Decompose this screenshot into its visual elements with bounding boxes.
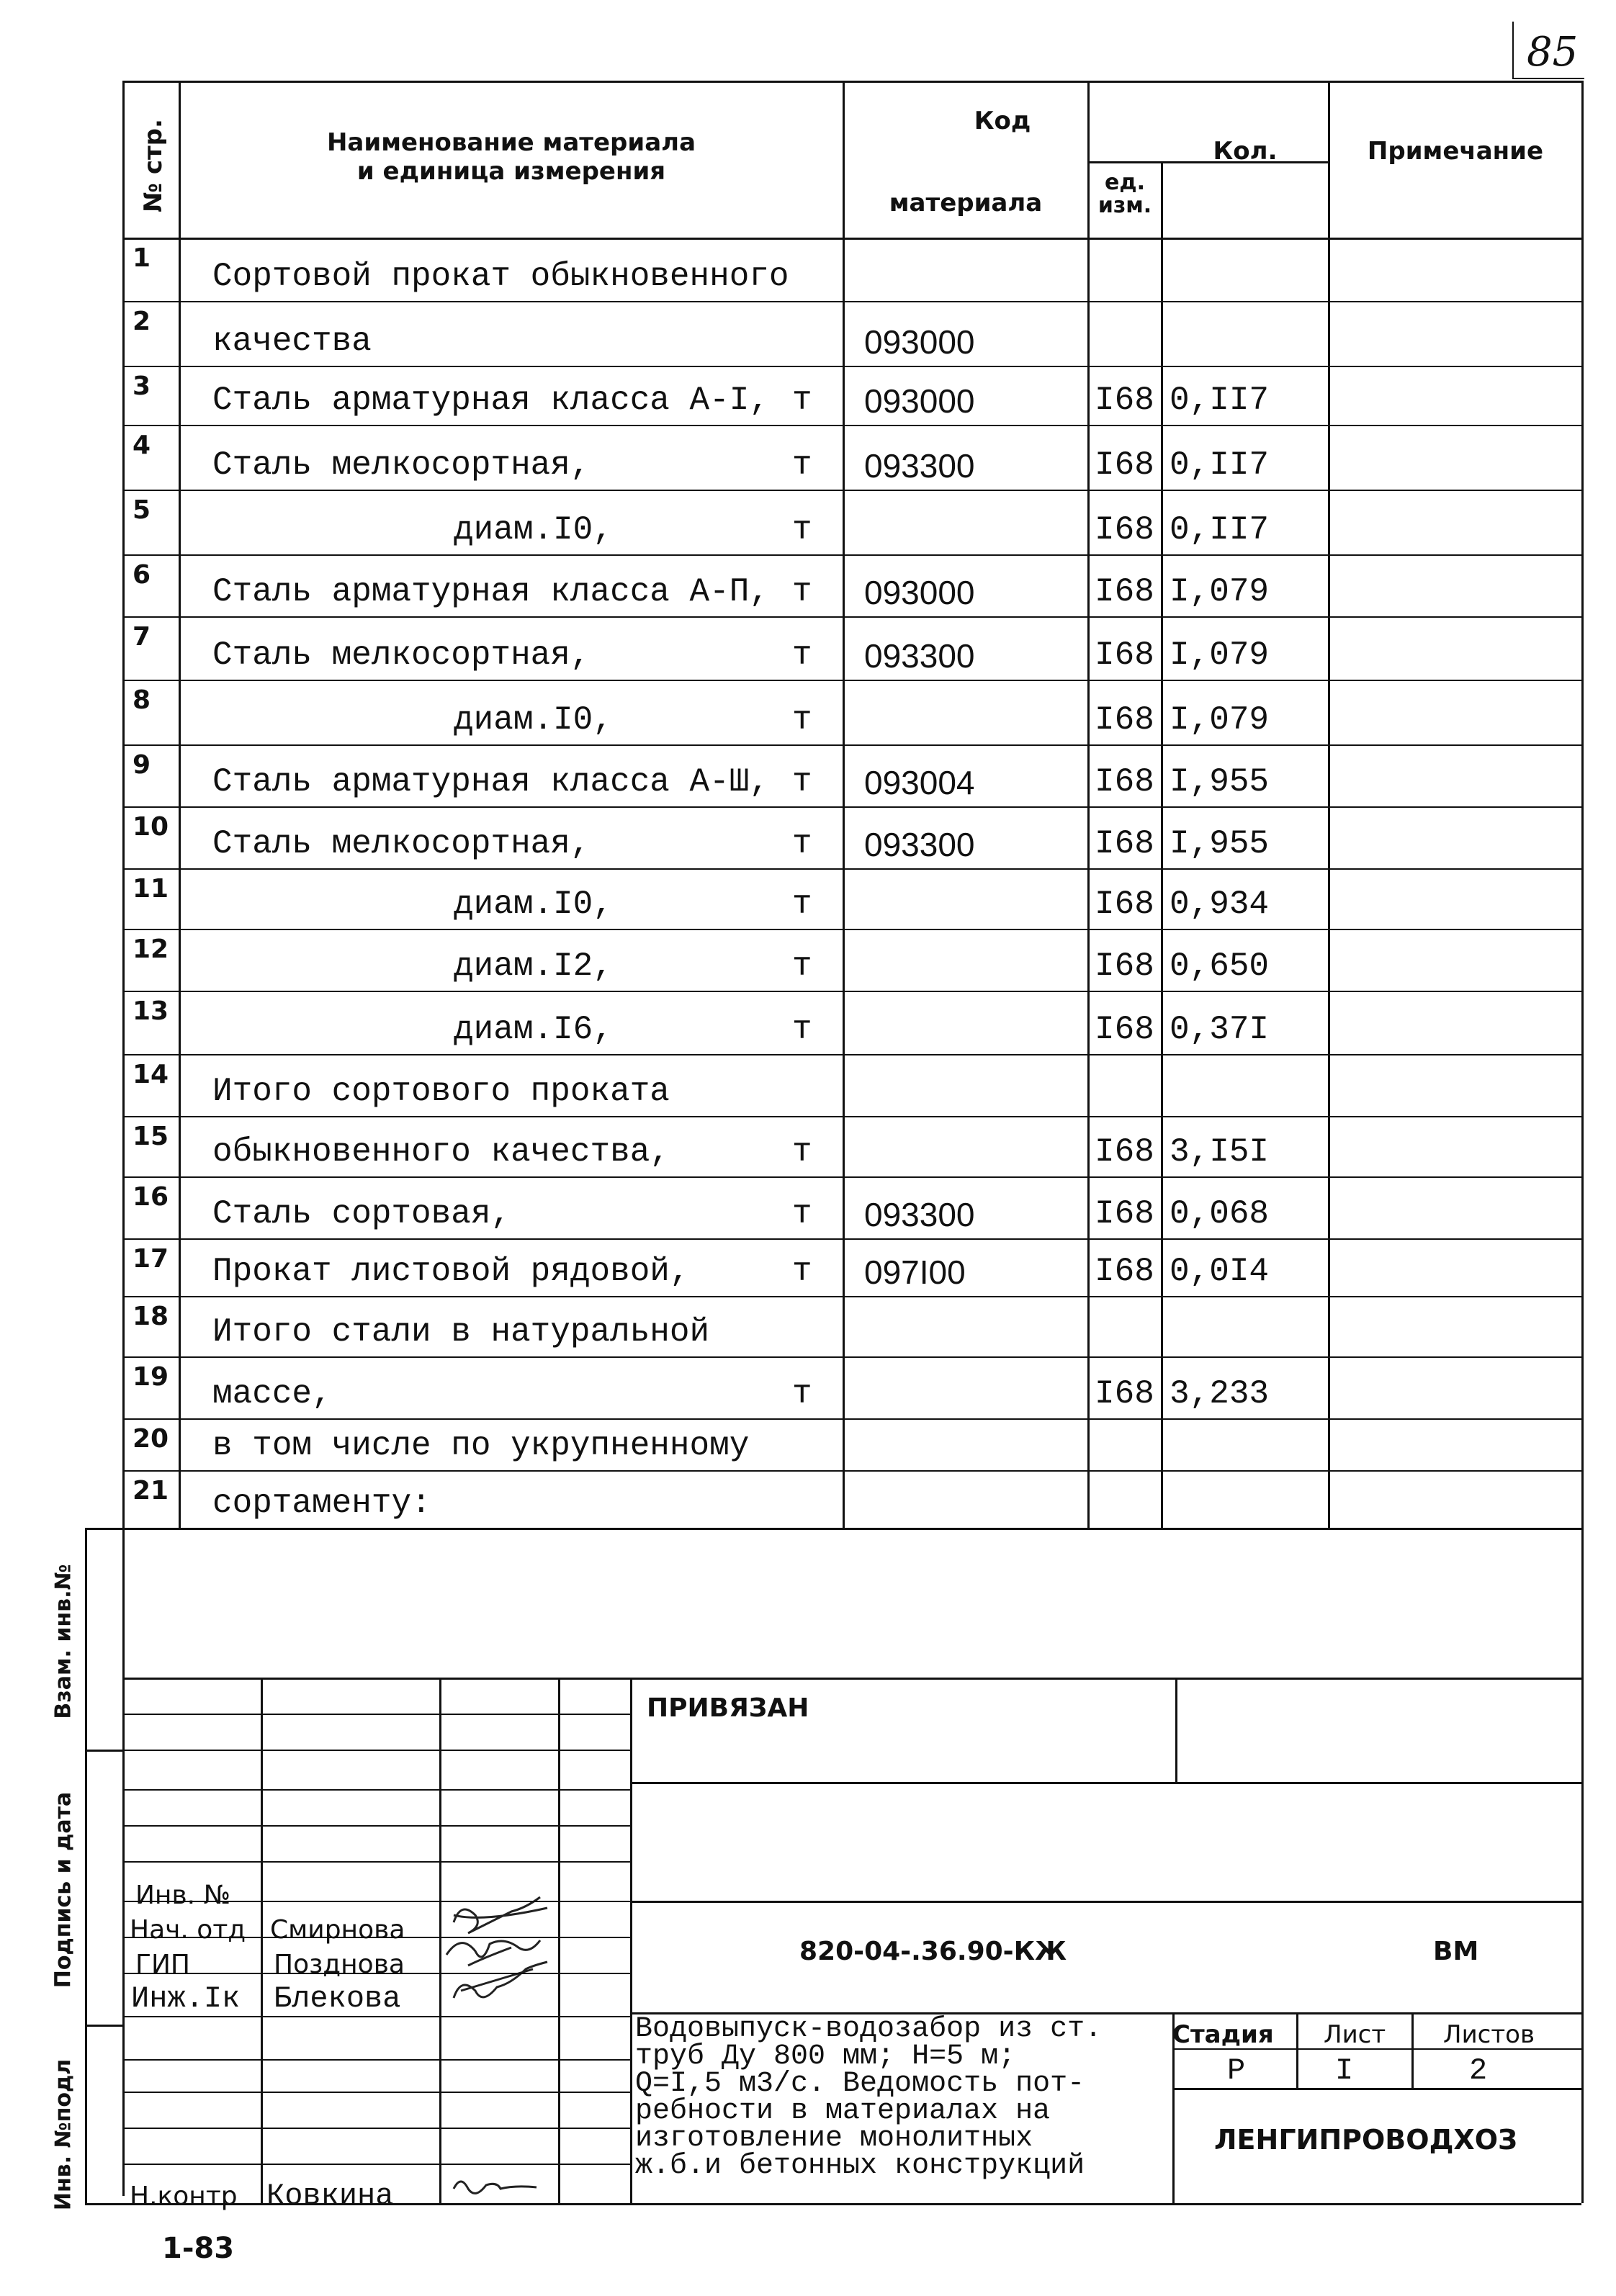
sheet-value: I — [1335, 2053, 1354, 2088]
tb-left-row — [122, 1714, 630, 1715]
row-name: Сталь арматурная класса А-I, — [212, 382, 769, 419]
row-unit: т — [792, 1011, 812, 1048]
nkontr-role: Н.контр — [130, 2182, 238, 2211]
sheet-col-divider — [1411, 2012, 1414, 2088]
row-qty: I,955 — [1170, 763, 1270, 801]
row-number: 15 — [133, 1122, 169, 1151]
row-name: Сталь арматурная класса А-Ш, — [212, 763, 769, 801]
row-name: массе, — [212, 1375, 332, 1413]
doc-mark: ВМ — [1433, 1937, 1479, 1966]
row-separator — [122, 616, 1581, 618]
row-edizm: I68 — [1095, 701, 1154, 739]
page-bottom-border — [85, 2203, 1581, 2205]
side-label-podpis: Подпись и дата — [50, 1791, 76, 1989]
tb-col-3 — [558, 1678, 560, 2203]
sheets-label: Листов — [1443, 2020, 1535, 2049]
row-code: 093000 — [864, 574, 975, 611]
stage-value: Р — [1227, 2053, 1246, 2088]
row-edizm: I68 — [1095, 886, 1154, 923]
tb-left-row — [122, 2059, 630, 2061]
side-label-inv: Инв. №подл — [50, 2058, 76, 2211]
row-edizm: I68 — [1095, 1195, 1154, 1233]
row-edizm: I68 — [1095, 1011, 1154, 1048]
row-unit: т — [792, 446, 812, 484]
row-number: 1 — [133, 243, 151, 273]
header-note: Примечание — [1367, 137, 1544, 166]
row-separator — [122, 1054, 1581, 1055]
description-line: изготовление монолитных — [635, 2122, 1033, 2155]
tb-left-row — [122, 2092, 630, 2093]
document-description — [635, 2013, 1168, 2182]
signature-images — [439, 1872, 569, 2218]
row-number: 13 — [133, 996, 169, 1026]
tb-left-row — [122, 1789, 630, 1791]
row-unit: т — [792, 947, 812, 985]
row-unit: т — [792, 1133, 812, 1171]
row-code: 093000 — [864, 323, 975, 361]
table-top-border — [122, 81, 1581, 83]
row-separator — [122, 1470, 1581, 1472]
stage-label: Стадия — [1172, 2020, 1274, 2049]
row-unit: т — [792, 763, 812, 801]
row-unit: т — [792, 573, 812, 611]
row-name: диам.I0, — [454, 886, 613, 923]
row-code: 093300 — [864, 637, 975, 675]
materials-table — [122, 81, 1581, 1528]
row-number: 19 — [133, 1362, 169, 1392]
tb-col-2 — [439, 1678, 441, 2203]
row-name: Прокат листовой рядовой, — [212, 1253, 690, 1290]
row-number: 2 — [133, 307, 151, 336]
row-qty: 0,934 — [1170, 886, 1270, 923]
header-qty: Кол. — [1213, 137, 1278, 166]
staff-name-3: Блекова — [274, 1981, 401, 2016]
row-code: 093300 — [864, 1196, 975, 1233]
row-edizm: I68 — [1095, 511, 1154, 549]
row-name: Сортовой прокат обыкновенного — [212, 258, 789, 295]
description-line: ребности в материалах на — [635, 2095, 1051, 2128]
page-number-tick — [1512, 22, 1514, 79]
row-name: диам.I0, — [454, 511, 613, 549]
header-num-col: № стр. — [139, 119, 168, 212]
privyazan-bottom — [630, 1782, 1581, 1784]
privyazan-right-divider — [1175, 1678, 1177, 1782]
sheets-value: 2 — [1469, 2053, 1488, 2088]
row-qty: 0,068 — [1170, 1195, 1270, 1233]
tb-col-1 — [261, 1678, 263, 2203]
row-qty: 0,650 — [1170, 947, 1270, 985]
row-number: 4 — [133, 431, 151, 460]
row-number: 11 — [133, 874, 169, 904]
row-unit: т — [792, 1253, 812, 1290]
row-qty: 0,0I4 — [1170, 1253, 1270, 1290]
stage-col-divider — [1296, 2012, 1298, 2088]
row-code: 093300 — [864, 447, 975, 485]
row-unit: т — [792, 1375, 812, 1413]
row-edizm: I68 — [1095, 636, 1154, 674]
row-unit: т — [792, 825, 812, 863]
row-name: Итого сортового проката — [212, 1073, 670, 1110]
row-number: 17 — [133, 1244, 169, 1274]
row-number: 7 — [133, 622, 151, 652]
inv-no-label: Инв. № — [135, 1881, 231, 1910]
row-number: 8 — [133, 685, 151, 715]
row-qty: 3,I5I — [1170, 1133, 1270, 1171]
nkontr-name: Ковкина — [266, 2179, 394, 2213]
staff-role-1: Нач. отд — [130, 1915, 246, 1945]
row-name: диам.I6, — [454, 1011, 613, 1048]
header-code-divider — [1087, 161, 1328, 163]
tb-left-row — [122, 1825, 630, 1827]
row-qty: 0,II7 — [1170, 511, 1270, 549]
tb-left-row — [122, 2164, 630, 2165]
header-bottom-border — [122, 238, 1581, 240]
col-code-divider — [1087, 81, 1090, 1528]
header-code-material: материала — [889, 189, 1043, 217]
row-qty: I,079 — [1170, 573, 1270, 611]
row-edizm: I68 — [1095, 1375, 1154, 1413]
row-qty: I,079 — [1170, 636, 1270, 674]
row-number: 14 — [133, 1060, 169, 1089]
row-edizm: I68 — [1095, 825, 1154, 863]
row-code: 093004 — [864, 764, 975, 801]
row-edizm: I68 — [1095, 382, 1154, 419]
row-separator — [122, 929, 1581, 930]
side-left — [85, 1528, 87, 2203]
row-unit: т — [792, 636, 812, 674]
table-left-border — [122, 81, 125, 2196]
staff-name-1: Смирнова — [270, 1915, 405, 1945]
row-separator — [122, 1296, 1581, 1297]
privyazan-label: ПРИВЯЗАН — [647, 1693, 809, 1723]
row-qty: 0,37I — [1170, 1011, 1270, 1048]
row-separator — [122, 868, 1581, 870]
tb-left-row — [122, 1861, 630, 1863]
table-bottom-border — [122, 1528, 1581, 1530]
row-separator — [122, 301, 1581, 302]
row-code: 093300 — [864, 826, 975, 863]
header-code-group: Код — [974, 107, 1031, 135]
row-separator — [122, 554, 1581, 556]
row-unit: т — [792, 1195, 812, 1233]
description-line: Водовыпуск-водозабор из ст. — [635, 2013, 1103, 2045]
side-label-vzam: Взам. инв.№ — [50, 1564, 76, 1719]
row-separator — [122, 490, 1581, 491]
header-name-col: Наименование материала и единица измерения — [326, 128, 696, 186]
title-block-top — [122, 1678, 1581, 1680]
row-number: 16 — [133, 1182, 169, 1212]
row-separator — [122, 425, 1581, 426]
row-edizm: I68 — [1095, 573, 1154, 611]
tb-left-row — [122, 1901, 630, 1902]
tb-left-row — [122, 1750, 630, 1751]
row-name: в том числе по укрупненному — [212, 1427, 750, 1464]
row-unit: т — [792, 511, 812, 549]
row-edizm: I68 — [1095, 1253, 1154, 1290]
row-number: 18 — [133, 1302, 169, 1331]
stage-header-bottom — [1172, 2048, 1581, 2050]
tb-col-4 — [630, 1678, 632, 2203]
page-number-underline — [1512, 78, 1584, 79]
row-separator — [122, 1176, 1581, 1178]
organization: ЛЕНГИПРОВОДХОЗ — [1214, 2124, 1518, 2156]
row-edizm: I68 — [1095, 446, 1154, 484]
row-name: Сталь арматурная класса А-П, — [212, 573, 769, 611]
row-separator — [122, 1356, 1581, 1358]
row-number: 21 — [133, 1476, 169, 1505]
row-separator — [122, 1116, 1581, 1117]
side-divider-1 — [85, 1750, 122, 1752]
footer-code: 1-83 — [162, 2232, 235, 2265]
row-separator — [122, 991, 1581, 992]
row-separator — [122, 806, 1581, 808]
description-line: труб Ду 800 мм; Н=5 м; — [635, 2040, 1016, 2073]
tb-left-row — [122, 1973, 630, 1974]
description-line: Q=I,5 м3/с. Ведомость пот- — [635, 2068, 1085, 2100]
row-separator — [122, 1238, 1581, 1240]
row-number: 9 — [133, 750, 151, 780]
stage-values-bottom — [1172, 2088, 1581, 2090]
row-name: качества — [212, 323, 372, 360]
staff-role-3: Инж.Iк — [131, 1981, 241, 2016]
row-name: сортаменту: — [212, 1485, 431, 1522]
row-name: Сталь мелкосортная, — [212, 636, 591, 674]
doc-code-bottom — [630, 2012, 1581, 2014]
row-code: 093000 — [864, 382, 975, 420]
doc-code: 820-04-.36.90-КЖ — [799, 1937, 1067, 1966]
row-name: Сталь мелкосортная, — [212, 825, 591, 863]
row-name: диам.I0, — [454, 701, 613, 739]
sheet-label: Лист — [1324, 2020, 1386, 2049]
side-top — [85, 1528, 122, 1530]
row-number: 20 — [133, 1424, 169, 1454]
row-separator — [122, 744, 1581, 746]
row-code: 097I00 — [864, 1253, 966, 1291]
side-divider-2 — [85, 2025, 122, 2027]
desc-right-divider — [1172, 2012, 1175, 2203]
row-edizm: I68 — [1095, 763, 1154, 801]
row-name: Сталь сортовая, — [212, 1195, 511, 1233]
row-name: Сталь мелкосортная, — [212, 446, 591, 484]
row-edizm: I68 — [1095, 947, 1154, 985]
row-name: диам.I2, — [454, 947, 613, 985]
staff-role-2: ГИП — [135, 1950, 190, 1979]
staff-name-2: Позднова — [274, 1950, 405, 1979]
row-name: Итого стали в натуральной — [212, 1313, 710, 1351]
header-code-unit: ед. изм. — [1097, 170, 1152, 218]
row-edizm: I68 — [1095, 1133, 1154, 1171]
row-unit: т — [792, 886, 812, 923]
description-line: ж.б.и бетонных конструкций — [635, 2150, 1085, 2182]
row-number: 6 — [133, 560, 151, 590]
row-separator — [122, 366, 1581, 367]
doc-code-top — [630, 1901, 1581, 1903]
table-right-border — [1581, 81, 1584, 2203]
row-number: 10 — [133, 812, 169, 842]
col-num-divider — [179, 81, 181, 1528]
row-name: обыкновенного качества, — [212, 1133, 670, 1171]
row-number: 12 — [133, 935, 169, 964]
col-name-divider — [843, 81, 845, 1528]
row-number: 5 — [133, 495, 151, 525]
tb-left-row — [122, 2128, 630, 2129]
row-qty: 0,II7 — [1170, 382, 1270, 419]
row-separator — [122, 1418, 1581, 1420]
row-separator — [122, 680, 1581, 681]
row-unit: т — [792, 701, 812, 739]
col-qty-divider — [1328, 81, 1330, 1528]
page-number: 85 — [1527, 29, 1579, 76]
row-qty: 3,233 — [1170, 1375, 1270, 1413]
row-unit: т — [792, 382, 812, 419]
row-number: 3 — [133, 372, 151, 401]
row-qty: I,079 — [1170, 701, 1270, 739]
tb-left-row — [122, 1937, 630, 1938]
row-qty: I,955 — [1170, 825, 1270, 863]
tb-left-row — [122, 2016, 630, 2017]
row-qty: 0,II7 — [1170, 446, 1270, 484]
